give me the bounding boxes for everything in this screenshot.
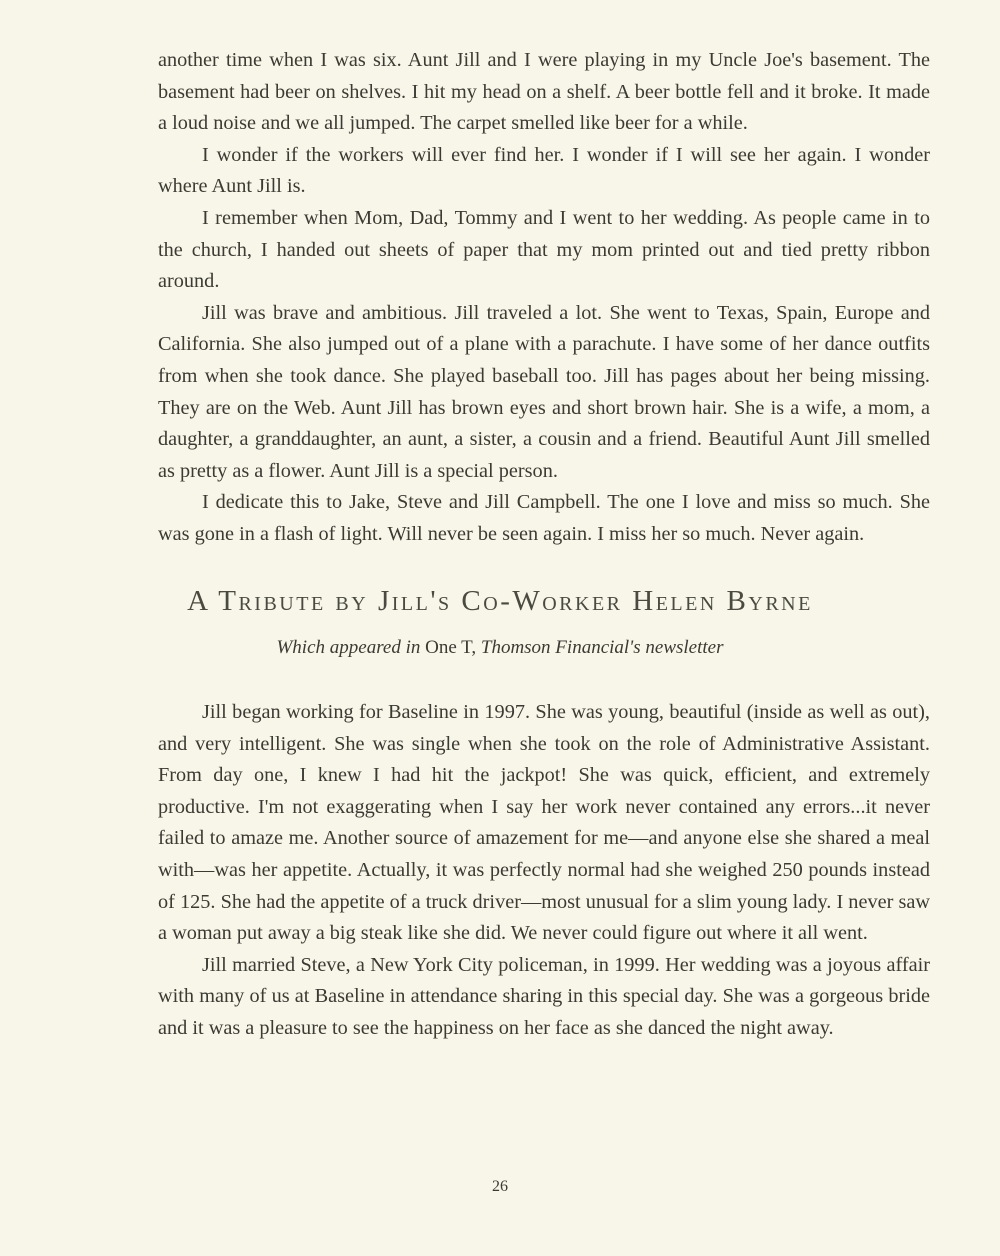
subtitle-italic: Which appeared in (276, 637, 421, 658)
paragraph: I wonder if the workers will ever find her. I wonder if I will see her again. I wonder where Aunt Jill is. (158, 143, 930, 198)
paragraph: Jill married Steve, a New York City policeman, in 1999. Her wedding was a joyous affair with many of us at Baseline in attendance sharing in this special day. She was a gorgeous bride and it was a pleasure to see the happiness on her face as she danced the night away. (158, 953, 930, 1039)
paragraph: Jill began working for Baseline in 1997. She was young, beautiful (inside as well as out), and very intelligent. She was single when she took on the role of Administrative Assistant. From day one, I knew I had hit the jackpot! She was quick, efficient, and extremely productive. I'm not exaggerating when I say her work never contained any errors...it never failed to amaze me. Another source of amazement for me—and anyone else she shared a meal with—was her appetite. Actually, it was perfectly normal had she weighed 250 pounds instead of 125. She had the appetite of a truck driver—most unusual for a slim young lady. I never saw a woman put away a big steak like she did. We never could figure out where it all went. (158, 701, 930, 945)
paragraph: Jill was brave and ambitious. Jill traveled a lot. She went to Texas, Spain, Europe and California. She also jumped out of a plane with a parachute. I have some of her dance outfits from when she took dance. She played baseball too. Jill has pages about her being missing. They are on the Web. Aunt Jill has brown eyes and short brown hair. She is a wife, a mom, a daughter, a granddaughter, an aunt, a sister, a cousin and a friend. Beautiful Aunt Jill smelled as pretty as a flower. Aunt Jill is a special person. (158, 301, 930, 482)
section-heading: A Tribute by Jill's Co-Worker Helen Byrne (187, 585, 813, 617)
paragraph: I dedicate this to Jake, Steve and Jill Campbell. The one I love and miss so much. She was gone in a flash of light. Will never be seen again. I miss her so much. Never again. (158, 491, 930, 545)
section-subtitle (0, 637, 1000, 659)
subtitle-roman: One T, (425, 637, 477, 658)
tribute-text (158, 697, 930, 1045)
paragraph: another time when I was six. Aunt Jill and I were playing in my Uncle Joe's basement. The basement had beer on shelves. I hit my head on a shelf. A beer bottle fell and it broke. It made a loud noise and we all jumped. The carpet smelled like beer for a while. (158, 49, 930, 135)
page-number: 26 (492, 1178, 508, 1195)
paragraph: I remember when Mom, Dad, Tommy and I went to her wedding. As people came in to the church, I handed out sheets of paper that my mom printed out and tied pretty ribbon around. (158, 206, 930, 293)
continued-text (158, 45, 930, 551)
subtitle-italic: Thomson Financial's newsletter (480, 637, 724, 658)
